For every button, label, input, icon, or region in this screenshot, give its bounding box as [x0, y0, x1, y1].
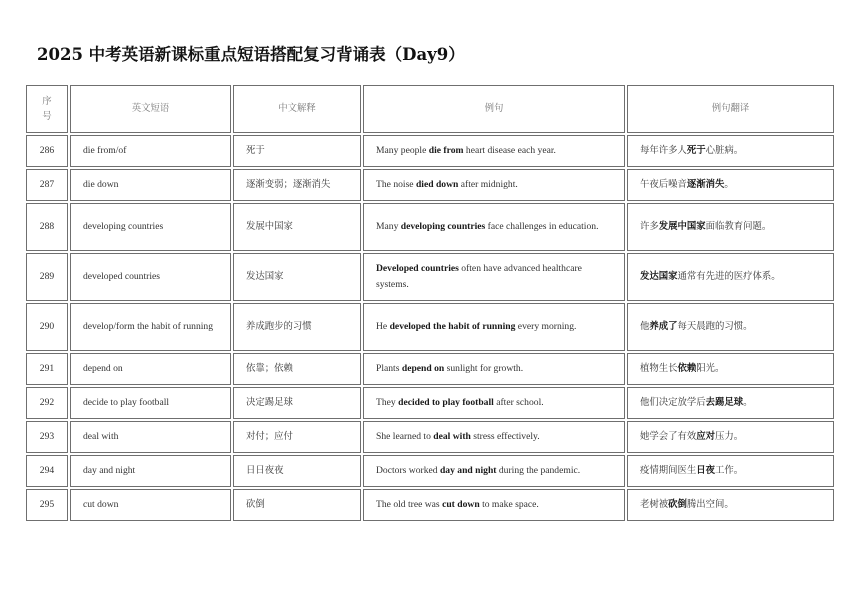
- row-index: 294: [26, 455, 68, 487]
- header-index: 序号: [26, 85, 68, 133]
- row-index: 286: [26, 135, 68, 167]
- text-segment: 午夜后噪音: [640, 179, 687, 190]
- text-segment: 老树被: [640, 499, 669, 510]
- bold-phrase: day and night: [439, 465, 497, 476]
- row-meaning: 逐渐变弱；逐渐消失: [233, 169, 361, 201]
- bold-phrase: 养成了: [649, 321, 678, 332]
- row-meaning: 依靠；依赖: [233, 353, 361, 385]
- row-example: [363, 253, 625, 301]
- row-translation: [627, 169, 834, 201]
- text-segment: 。: [724, 179, 734, 190]
- row-phrase: die down: [70, 169, 231, 201]
- row-index: 295: [26, 489, 68, 521]
- text-segment: after midnight.: [458, 179, 518, 190]
- text-segment: heart disease each year.: [463, 145, 556, 156]
- bold-phrase: 应对: [696, 431, 716, 442]
- text-segment: 疫情期间医生: [640, 465, 697, 476]
- row-translation: [627, 421, 834, 453]
- bold-phrase: 死于: [686, 145, 706, 156]
- text-segment: 阳光。: [696, 363, 725, 374]
- text-segment: Many people: [376, 145, 429, 156]
- table-row: [26, 303, 834, 351]
- row-example: [363, 135, 625, 167]
- row-meaning: 决定踢足球: [233, 387, 361, 419]
- row-example: [363, 303, 625, 351]
- bold-phrase: die from: [428, 145, 464, 156]
- row-meaning: 死于: [233, 135, 361, 167]
- row-meaning: 发达国家: [233, 253, 361, 301]
- text-segment: 腾出空间。: [686, 499, 734, 510]
- row-meaning: 日日夜夜: [233, 455, 361, 487]
- header-example: 例句: [363, 85, 625, 133]
- row-phrase: die from/of: [70, 135, 231, 167]
- table-row: [26, 455, 834, 487]
- row-index: 290: [26, 303, 68, 351]
- row-example: [363, 353, 625, 385]
- text-segment: stress effectively.: [470, 431, 540, 442]
- text-segment: 植物生长: [640, 363, 678, 374]
- document-title: 2025 中考英语新课标重点短语搭配复习背诵表（Day9）: [37, 45, 465, 64]
- bold-phrase: 日夜: [696, 465, 716, 476]
- text-segment: 面临教育问题。: [705, 221, 772, 232]
- row-translation: [627, 203, 834, 251]
- row-index: 291: [26, 353, 68, 385]
- row-phrase: developed countries: [70, 253, 231, 301]
- text-segment: 他: [640, 321, 650, 332]
- text-segment: 通常有先进的医疗体系。: [677, 271, 781, 282]
- text-segment: 每年许多人: [640, 145, 687, 156]
- bold-phrase: Developed countries: [376, 263, 459, 274]
- row-example: [363, 421, 625, 453]
- text-segment: to make space.: [479, 499, 539, 510]
- row-example: [363, 387, 625, 419]
- text-segment: 他们决定放学后: [640, 397, 706, 408]
- row-index: 289: [26, 253, 68, 301]
- text-segment: She learned to: [376, 431, 434, 442]
- text-segment: He: [376, 321, 390, 332]
- row-phrase: deal with: [70, 421, 231, 453]
- text-segment: sunlight for growth.: [444, 363, 524, 374]
- row-example: [363, 203, 625, 251]
- table-row: [26, 353, 834, 385]
- row-translation: [627, 387, 834, 419]
- row-meaning: 养成跑步的习惯: [233, 303, 361, 351]
- row-translation: [627, 135, 834, 167]
- row-phrase: decide to play football: [70, 387, 231, 419]
- bold-phrase: 砍倒: [668, 499, 687, 510]
- row-example: [363, 169, 625, 201]
- row-index: 288: [26, 203, 68, 251]
- text-segment: The noise: [376, 179, 416, 190]
- text-segment: 许多: [640, 221, 659, 232]
- header-translation: 例句翻译: [627, 85, 834, 133]
- table-row: [26, 169, 834, 201]
- bold-phrase: deal with: [433, 431, 471, 442]
- text-segment: during the pandemic.: [496, 465, 581, 476]
- text-segment: after school.: [493, 397, 544, 408]
- row-phrase: depend on: [70, 353, 231, 385]
- row-translation: [627, 353, 834, 385]
- row-phrase: develop/form the habit of running: [70, 303, 231, 351]
- header-phrase: 英文短语: [70, 85, 231, 133]
- row-translation: [627, 455, 834, 487]
- row-meaning: 发展中国家: [233, 203, 361, 251]
- table-header-row: [26, 85, 834, 133]
- text-segment: 工作。: [715, 465, 744, 476]
- table-row: [26, 253, 834, 301]
- text-segment: 每天晨跑的习惯。: [677, 321, 753, 332]
- table-row: [26, 203, 834, 251]
- phrase-table: [24, 83, 836, 523]
- text-segment: Plants: [376, 363, 402, 374]
- bold-phrase: decided to play football: [398, 397, 494, 408]
- bold-phrase: depend on: [401, 363, 445, 374]
- header-meaning: 中文解释: [233, 85, 361, 133]
- text-segment: every morning.: [515, 321, 577, 332]
- row-translation: [627, 253, 834, 301]
- table-body: [26, 135, 834, 521]
- text-segment: face challenges in education.: [485, 221, 599, 232]
- text-segment: Doctors worked: [376, 465, 440, 476]
- row-phrase: day and night: [70, 455, 231, 487]
- row-phrase: developing countries: [70, 203, 231, 251]
- row-translation: [627, 489, 834, 521]
- text-segment: The old tree was: [376, 499, 443, 510]
- bold-phrase: cut down: [442, 499, 480, 510]
- row-example: [363, 455, 625, 487]
- row-meaning: 对付；应付: [233, 421, 361, 453]
- bold-phrase: developing countries: [400, 221, 486, 232]
- bold-phrase: 发达国家: [640, 271, 678, 282]
- bold-phrase: 去踢足球: [705, 397, 744, 408]
- text-segment: 心脏病。: [705, 145, 744, 156]
- row-translation: [627, 303, 834, 351]
- bold-phrase: developed the habit of running: [389, 321, 516, 332]
- text-segment: They: [376, 397, 399, 408]
- text-segment: Many: [376, 221, 401, 232]
- row-index: 293: [26, 421, 68, 453]
- bold-phrase: 逐渐消失: [686, 179, 725, 190]
- text-segment: 她学会了有效: [640, 431, 697, 442]
- table-row: [26, 135, 834, 167]
- text-segment: 。: [743, 397, 753, 408]
- row-example: [363, 489, 625, 521]
- text-segment: often have advanced healthcare systems.: [376, 263, 582, 290]
- text-segment: 压力。: [715, 431, 744, 442]
- table-row: [26, 387, 834, 419]
- table-row: [26, 489, 834, 521]
- table-row: [26, 421, 834, 453]
- bold-phrase: 发展中国家: [658, 221, 706, 232]
- row-phrase: cut down: [70, 489, 231, 521]
- row-index: 292: [26, 387, 68, 419]
- row-index: 287: [26, 169, 68, 201]
- bold-phrase: died down: [415, 179, 459, 190]
- bold-phrase: 依赖: [677, 363, 697, 374]
- row-meaning: 砍倒: [233, 489, 361, 521]
